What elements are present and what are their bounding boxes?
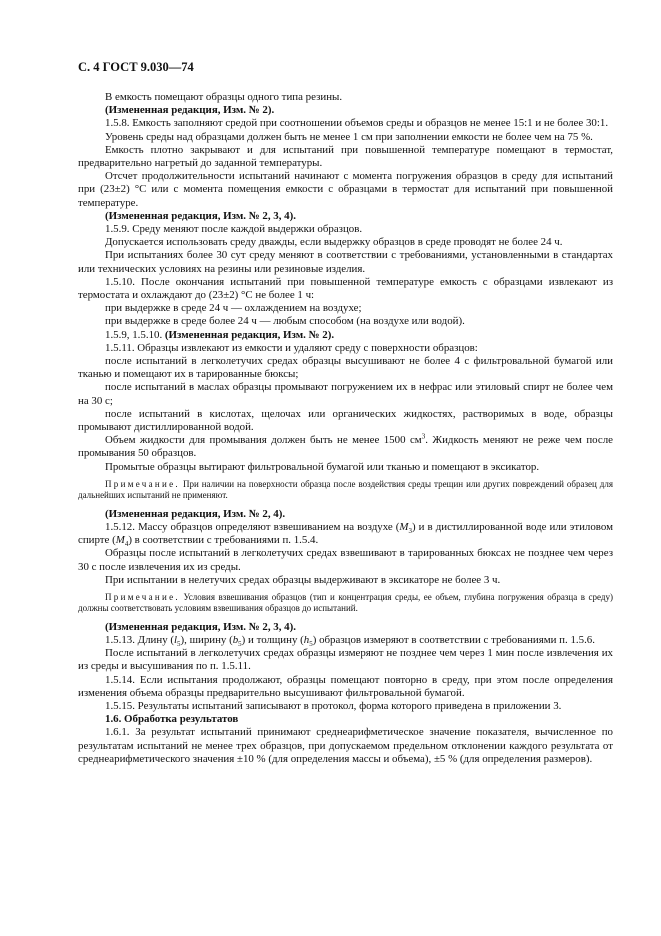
text-run: Объем жидкости для промывания должен быть не менее 1500 см	[105, 434, 422, 447]
subscript: 5	[238, 640, 242, 649]
amendment-line	[78, 329, 613, 342]
subscript: 4	[124, 540, 129, 549]
text-run: ), ширину (	[180, 633, 233, 646]
paragraph: При испытании в нелетучих средах образцы выдерживают в эксикаторе не более 3 ч.	[105, 573, 501, 586]
symbol: l	[174, 633, 178, 646]
note-text: Условия взвешивания образцов (тип и концентрация среды, ее объем, глубина погружения образца в среду) должны соответствовать условиям взвешивания образцов до испытаний.	[78, 591, 613, 614]
text-run: 1.5.13. Длину (	[105, 633, 174, 646]
paragraph: Образцы после испытаний в легколетучих средах взвешивают в тарированных бюксах не позднее чем через 30 с после извлечения их из среды.	[78, 547, 613, 573]
symbol: M	[115, 534, 125, 547]
note-label: Примечание.	[105, 591, 180, 602]
text-run: ) и в дистиллированной воде или этиловом спирте (	[78, 520, 613, 547]
paragraph: Допускается использовать среду дважды, если выдержку образцов в среде проводят не более 24 ч.	[105, 236, 563, 249]
clause-1-6-1: 1.6.1. За результат испытаний принимают среднеарифметическое значение показателя, вычисленное по результатам испытаний не менее трех образцов, при допускаемом предельном отклонении каждого результата от среднеарифметического значения ±10 % (для определения массы и объема), ±5 % (для определения размеров).	[78, 726, 613, 765]
paragraph: Отсчет продолжительности испытаний начинают с момента погружения образцов в среду для испытаний при (23±2) °С или с момента помещения емкости с образцами в термостат для испытаний при повышенной температуре.	[78, 170, 613, 209]
paragraph: При испытаниях более 30 сут среду меняют в соответствии с требованиями, установленными в стандартах или технических условиях на резины или резиновые изделия.	[78, 249, 613, 275]
superscript: 3	[421, 432, 426, 441]
paragraph: В емкость помещают образцы одного типа резины.	[105, 91, 343, 103]
paragraph: при выдержке в среде более 24 ч — любым способом (на воздухе или водой).	[105, 315, 465, 328]
page-header: С. 4 ГОСТ 9.030—74	[78, 60, 194, 74]
clause-1-5-14: 1.5.14. Если испытания продолжают, образцы помещают повторно в среду, при этом после определения изменения объема образцы предварительно высушивают фильтровальной бумагой.	[78, 673, 613, 699]
note-label: Примечание.	[105, 478, 180, 489]
note	[78, 592, 613, 615]
paragraph: Уровень среды над образцами должен быть не менее 1 см при заполнении емкости не более чем на 75 %.	[105, 130, 593, 143]
clause-ref: 1.5.9, 1.5.10.	[105, 328, 165, 341]
clause-1-5-9: 1.5.9. Среду меняют после каждой выдержки образцов.	[105, 223, 363, 236]
subscript: 5	[309, 640, 313, 649]
amendment-note: (Измененная редакция, Изм. № 2).	[164, 328, 335, 341]
note	[78, 479, 613, 502]
section-heading: 1.6. Обработка результатов	[105, 713, 239, 726]
amendment-note: (Измененная редакция, Изм. № 2, 3, 4).	[105, 209, 296, 222]
subscript: 5	[177, 640, 181, 649]
paragraph: после испытаний в кислотах, щелочах или органических жидкостях, растворимых в воде, образцы промывают дистиллированной водой.	[78, 407, 613, 434]
clause-1-5-15: 1.5.15. Результаты испытаний записывают в протокол, форма которого приведена в приложении 3.	[105, 699, 562, 712]
text-run: ) в соответствии с требованиями п. 1.5.4.	[128, 534, 319, 547]
paragraph	[78, 434, 613, 460]
paragraph: после испытаний в легколетучих средах образцы высушивают не более 4 с фильтровальной бумагой или тканью и помещают их в тарированные бюксы;	[78, 355, 613, 381]
amendment-note: (Измененная редакция, Изм. № 2).	[105, 104, 275, 117]
symbol: b	[232, 633, 239, 646]
paragraph: после испытаний в маслах образцы промывают погружением их в нефрас или этиловый спирт не более чем на 30 с;	[78, 381, 613, 407]
text-run: ) и толщину (	[241, 633, 304, 646]
paragraph: Промытые образцы вытирают фильтровальной бумагой или тканью и помещают в эксикатор.	[105, 460, 540, 473]
clause-1-5-10: 1.5.10. После окончания испытаний при повышенной температуре емкость с образцами извлекают из термостата и охлаждают до (23±2) °С не более 1 ч:	[78, 275, 613, 302]
clause-1-5-12	[78, 521, 613, 547]
text-run: . Жидкость меняют не реже чем после промывания 50 образцов.	[78, 434, 613, 460]
paragraph: После испытаний в легколетучих средах образцы измеряют не позднее чем через 1 мин после извлечения их из среды и высушивания по п. 1.5.11.	[78, 647, 613, 673]
clause-1-5-13	[78, 634, 613, 647]
text-run: ) образцов измеряют в соответствии с требованиями п. 1.5.6.	[312, 633, 595, 646]
paragraph: Емкость плотно закрывают и для испытаний при повышенной температуре помещают в термостат, предварительно нагретый до заданной температуры.	[78, 143, 613, 170]
clause-1-5-8: 1.5.8. Емкость заполняют средой при соотношении объемов среды и образцов не менее 15:1 и не более 30:1.	[105, 117, 609, 130]
note-text: При наличии на поверхности образца после воздействия среды трещин или других повреждений образец для дальнейших испытаний не применяют.	[78, 478, 613, 501]
clause-1-5-11: 1.5.11. Образцы извлекают из емкости и удаляют среду с поверхности образцов:	[105, 341, 478, 354]
document-body	[78, 91, 613, 766]
text-run: 1.5.12. Массу образцов определяют взвешиванием на воздухе (	[105, 520, 400, 533]
symbol: h	[303, 633, 310, 646]
subscript: 3	[408, 527, 412, 536]
amendment-note: (Измененная редакция, Изм. № 2, 3, 4).	[105, 620, 296, 633]
paragraph: при выдержке в среде 24 ч — охлаждением на воздухе;	[105, 302, 362, 315]
symbol: M	[399, 520, 409, 533]
amendment-note: (Измененная редакция, Изм. № 2, 4).	[105, 507, 286, 520]
